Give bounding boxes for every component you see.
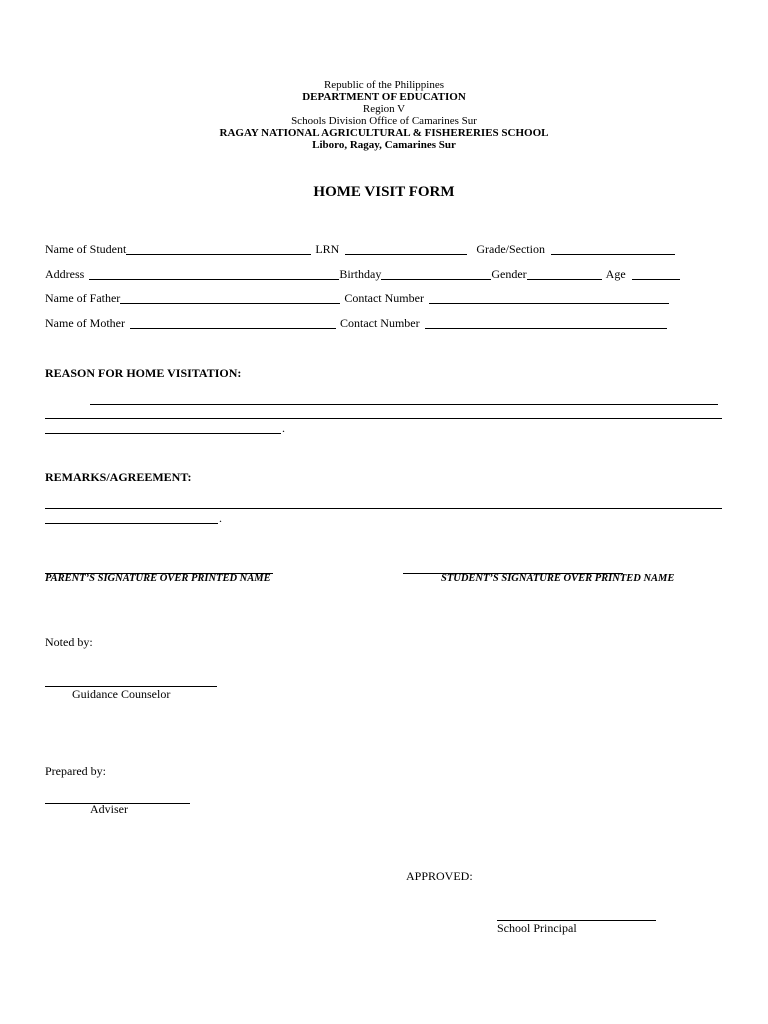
student-info-row bbox=[45, 242, 675, 257]
gender-field[interactable] bbox=[527, 278, 602, 280]
name-of-mother-field[interactable] bbox=[130, 327, 336, 329]
reason-line-3[interactable] bbox=[45, 433, 281, 434]
division-line: Schools Division Office of Camarines Sur bbox=[291, 115, 477, 127]
mother-contact-label: Contact Number bbox=[339, 316, 420, 330]
school-address: Liboro, Ragay, Camarines Sur bbox=[312, 139, 456, 151]
name-of-father-field[interactable] bbox=[120, 302, 340, 304]
father-contact-label: Contact Number bbox=[344, 291, 424, 305]
remarks-line-2[interactable] bbox=[45, 523, 218, 524]
form-title: HOME VISIT FORM bbox=[313, 184, 455, 200]
reason-line-2[interactable] bbox=[45, 418, 722, 419]
noted-by-label: Noted by: bbox=[45, 635, 93, 649]
address-field[interactable] bbox=[89, 278, 339, 280]
birthday-label: Birthday bbox=[339, 267, 382, 281]
reason-end-mark: . bbox=[282, 421, 285, 435]
republic-line: Republic of the Philippines bbox=[323, 79, 445, 91]
school-principal-label: School Principal bbox=[497, 921, 577, 935]
name-of-mother-label: Name of Mother bbox=[45, 316, 125, 330]
lrn-field[interactable] bbox=[345, 253, 467, 255]
school-name: RAGAY NATIONAL AGRICULTURAL & FISHERERIES SCHOOL bbox=[219, 127, 549, 139]
grade-section-label: Grade/Section bbox=[476, 242, 545, 256]
mother-contact-field[interactable] bbox=[425, 327, 667, 329]
age-label: Age bbox=[605, 267, 626, 281]
reason-line-1[interactable] bbox=[90, 404, 718, 405]
father-contact-field[interactable] bbox=[429, 302, 669, 304]
letterhead bbox=[0, 79, 768, 151]
name-of-student-label: Name of Student bbox=[45, 242, 127, 256]
grade-section-field[interactable] bbox=[551, 253, 675, 255]
remarks-line-1[interactable] bbox=[45, 508, 722, 509]
remarks-heading: REMARKS/AGREEMENT: bbox=[45, 470, 192, 484]
student-signature-label: STUDENT’S SIGNATURE OVER PRINTED NAME bbox=[441, 573, 675, 584]
father-row bbox=[45, 291, 669, 306]
guidance-counselor-label: Guidance Counselor bbox=[72, 687, 171, 701]
age-field[interactable] bbox=[632, 278, 680, 280]
adviser-label: Adviser bbox=[90, 802, 128, 816]
prepared-by-label: Prepared by: bbox=[45, 764, 106, 778]
gender-label: Gender bbox=[491, 267, 527, 281]
department-line: DEPARTMENT OF EDUCATION bbox=[302, 91, 466, 103]
region-line: Region V bbox=[362, 103, 406, 115]
address-label: Address bbox=[45, 267, 85, 281]
birthday-field[interactable] bbox=[381, 278, 491, 280]
approved-label: APPROVED: bbox=[406, 869, 473, 883]
address-row bbox=[45, 267, 680, 282]
remarks-end-mark: . bbox=[219, 511, 222, 525]
reason-heading: REASON FOR HOME VISITATION: bbox=[45, 366, 242, 380]
parent-signature-label: PARENT’S SIGNATURE OVER PRINTED NAME bbox=[45, 573, 271, 584]
name-of-student-field[interactable] bbox=[126, 253, 311, 255]
mother-row bbox=[45, 316, 667, 331]
lrn-label: LRN bbox=[315, 242, 340, 256]
name-of-father-label: Name of Father bbox=[45, 291, 121, 305]
